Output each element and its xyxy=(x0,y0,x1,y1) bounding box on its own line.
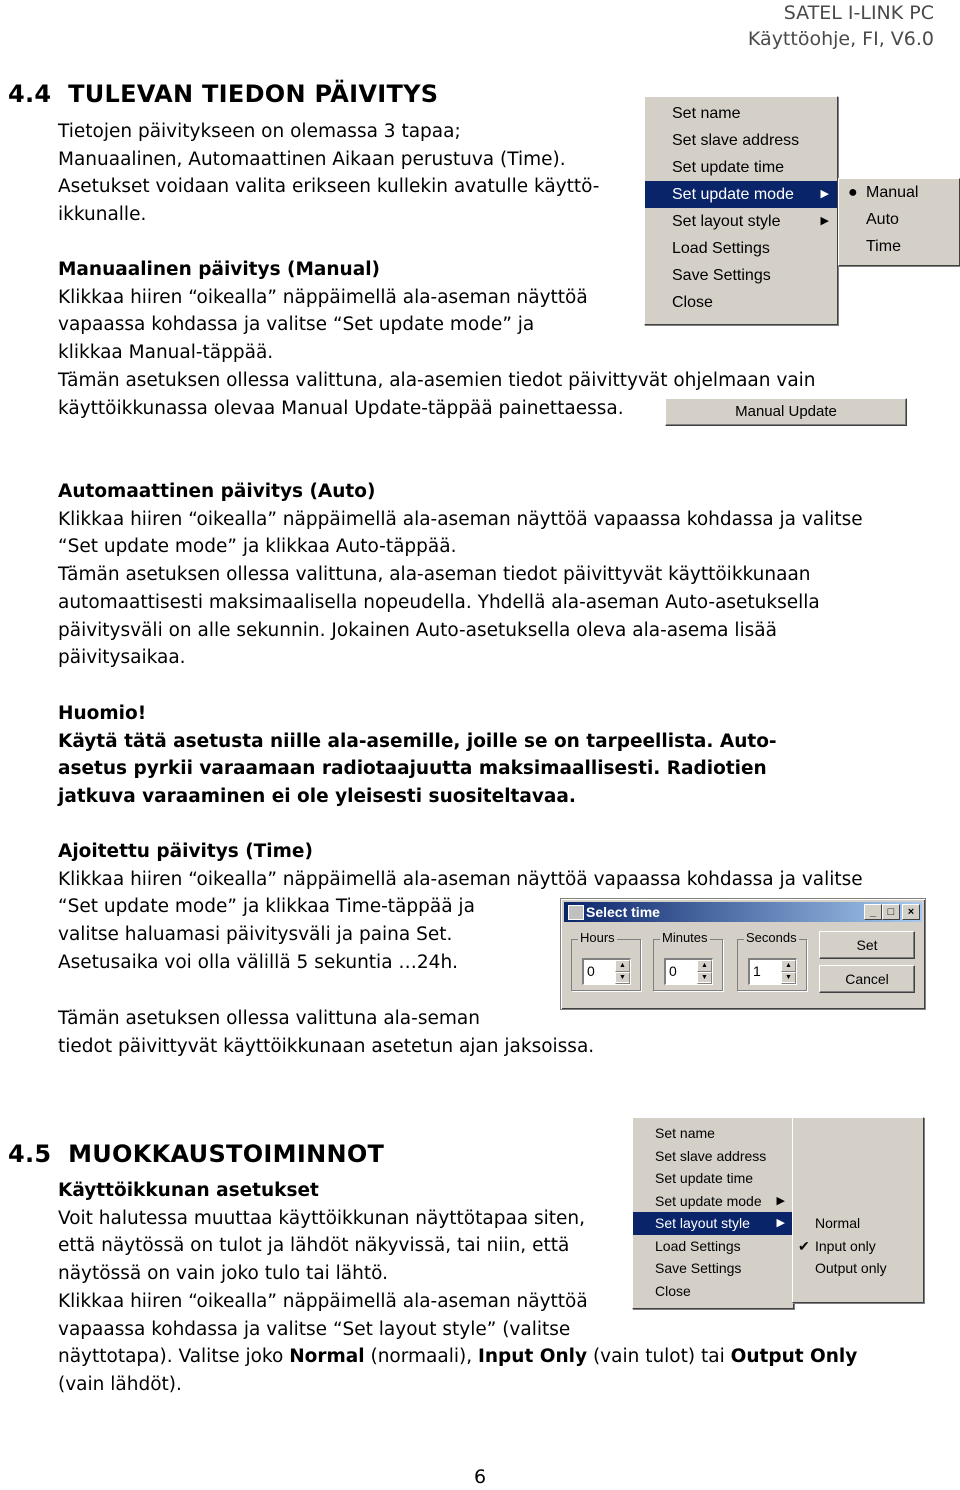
section-title: TULEVAN TIEDON PÄIVITYS xyxy=(68,80,439,108)
select-time-dialog xyxy=(560,898,926,1010)
minutes-value: 0 xyxy=(669,963,677,979)
menu-item-set-slave-address[interactable]: Set slave address xyxy=(672,132,800,149)
text-line: Tämän asetuksen ollessa valittuna ala-seman xyxy=(58,1008,480,1029)
text-line: asetus pyrkii varaamaan radiotaajuutta maksimaallisesti. Radiotien xyxy=(58,758,767,780)
dialog-title: Select time xyxy=(586,904,660,920)
text-line: Klikkaa hiiren “oikealla” näppäimellä ala-aseman näyttöä vapaassa kohdassa ja valitse xyxy=(58,868,863,890)
text-line: “Set update mode” ja klikkaa Auto-täppää. xyxy=(58,536,457,558)
menu-item-set-update-mode[interactable] xyxy=(633,1190,793,1213)
text-line: Käytä tätä asetusta niille ala-asemille, joille se on tarpeellista. Auto- xyxy=(58,730,777,752)
text-line: automaattisesti maksimaalisella nopeudella. Yhdellä ala-aseman Auto-asetuksella xyxy=(58,591,820,613)
header-product: SATEL I-LINK PC xyxy=(783,2,934,24)
text-line: vapaassa kohdassa ja valitse “Set layout style” (valitse xyxy=(58,1318,571,1340)
text-line: päivitysaikaa. xyxy=(58,647,186,669)
submenu-arrow-icon: ▶ xyxy=(776,1194,785,1207)
menu-item-label: Set layout style xyxy=(655,1215,750,1231)
seconds-spinner[interactable] xyxy=(748,958,797,985)
menu-item-set-layout-style[interactable] xyxy=(645,208,837,235)
note-heading: Huomio! xyxy=(58,703,147,724)
manual-update-button[interactable]: Manual Update xyxy=(665,398,907,426)
context-menu xyxy=(632,1117,794,1309)
minimize-icon[interactable]: _ xyxy=(864,904,882,920)
layout-subheading: Käyttöikkunan asetukset xyxy=(58,1180,319,1201)
text-line: ikkunalle. xyxy=(58,204,147,226)
text-line: tiedot päivittyvät käyttöikkunaan asetetun ajan jaksoissa. xyxy=(58,1035,595,1057)
menu-item-label: Set update mode xyxy=(655,1192,762,1209)
context-menu xyxy=(644,96,838,325)
option-normal: Normal xyxy=(289,1346,365,1368)
text-fragment: (vain tulot) tai xyxy=(587,1346,731,1368)
submenu-arrow-icon: ▶ xyxy=(776,1217,785,1229)
text-line: Klikkaa hiiren “oikealla” näppäimellä ala-aseman näyttöä vapaassa kohdassa ja valitse xyxy=(58,508,863,530)
set-button[interactable]: Set xyxy=(819,931,915,959)
submenu-item-output-only[interactable]: Output only xyxy=(815,1260,887,1276)
text-line: Asetusaika voi olla välillä 5 sekuntia …24h. xyxy=(58,951,459,973)
text-line: vapaassa kohdassa ja valitse “Set update mode” ja xyxy=(58,314,535,336)
header-manual: Käyttöohje, FI, V6.0 xyxy=(747,28,934,50)
submenu-item-manual[interactable] xyxy=(839,179,959,206)
section-number: 4.4 xyxy=(8,80,52,108)
minutes-group xyxy=(653,930,723,991)
dialog-titlebar xyxy=(564,902,922,922)
intro-paragraph xyxy=(58,118,600,229)
submenu-arrow-icon: ▶ xyxy=(820,188,829,200)
spin-down-icon[interactable]: ▼ xyxy=(615,972,630,984)
seconds-value: 1 xyxy=(753,963,761,979)
auto-paragraph xyxy=(58,478,863,672)
submenu-item-input-only[interactable] xyxy=(793,1235,923,1258)
text-line: klikkaa Manual-täppää. xyxy=(58,342,274,364)
text-line: että näytössä on tulot ja lähdöt näkyvissä, tai niin, että xyxy=(58,1235,570,1257)
seconds-group xyxy=(737,930,807,991)
section-44-heading xyxy=(8,80,438,108)
radio-bullet-icon: ● xyxy=(848,184,858,201)
text-line: valitse haluamasi päivitysväli ja paina Set. xyxy=(58,924,453,946)
spinner-arrows[interactable] xyxy=(781,960,796,982)
note-paragraph xyxy=(58,700,777,811)
option-output-only: Output Only xyxy=(730,1346,858,1368)
menu-item-set-slave-address[interactable]: Set slave address xyxy=(655,1147,767,1164)
menu-item-load-settings[interactable]: Load Settings xyxy=(655,1237,741,1254)
menu-item-close[interactable]: Close xyxy=(655,1282,691,1299)
spinner-arrows[interactable] xyxy=(697,960,712,982)
menu-item-save-settings[interactable]: Save Settings xyxy=(672,267,771,284)
text-line: Manuaalinen, Automaattinen Aikaan perustuva (Time). xyxy=(58,148,566,170)
text-line: käyttöikkunassa olevaa Manual Update-täppää painettaessa. xyxy=(58,397,624,419)
spin-down-icon[interactable]: ▼ xyxy=(781,972,796,984)
spin-down-icon[interactable]: ▼ xyxy=(697,972,712,984)
text-line: Voit halutessa muuttaa käyttöikkunan näyttötapaa siten, xyxy=(58,1207,586,1229)
maximize-icon[interactable]: □ xyxy=(882,904,900,920)
text-fragment: (normaali), xyxy=(364,1346,478,1368)
menu-item-label: Set update mode xyxy=(672,186,794,203)
menu-item-close[interactable]: Close xyxy=(672,294,713,311)
text-line: Klikkaa hiiren “oikealla” näppäimellä ala-aseman näyttöä xyxy=(58,286,588,308)
submenu-arrow-icon: ▶ xyxy=(820,215,829,227)
text-line: päivitysväli on alle sekunnin. Jokainen Auto-asetuksella oleva ala-asema lisää xyxy=(58,619,777,641)
text-fragment: näyttotapa). Valitse joko xyxy=(58,1346,290,1368)
menu-item-set-name[interactable]: Set name xyxy=(672,105,741,122)
menu-item-set-update-time[interactable]: Set update time xyxy=(672,159,785,176)
menu-item-set-name[interactable]: Set name xyxy=(655,1125,715,1141)
menu-item-set-update-time[interactable]: Set update time xyxy=(655,1170,754,1186)
text-line: Klikkaa hiiren “oikealla” näppäimellä ala-aseman näyttöä xyxy=(58,1290,588,1312)
section-title: MUOKKAUSTOIMINNOT xyxy=(68,1140,385,1168)
spin-up-icon[interactable]: ▲ xyxy=(615,960,630,972)
auto-heading: Automaattinen päivitys (Auto) xyxy=(58,481,376,502)
text-line: Tietojen päivitykseen on olemassa 3 tapaa; xyxy=(58,121,461,142)
text-line: “Set update mode” ja klikkaa Time-täppää ja xyxy=(58,896,475,918)
text-line: (vain lähdöt). xyxy=(58,1373,182,1395)
section-45-heading xyxy=(8,1140,384,1168)
hours-label: Hours xyxy=(580,930,615,945)
submenu-item-time[interactable]: Time xyxy=(866,238,901,255)
submenu-label: Input only xyxy=(815,1237,876,1254)
menu-item-load-settings[interactable]: Load Settings xyxy=(672,240,770,257)
close-icon[interactable]: × xyxy=(902,904,920,920)
submenu-label: Manual xyxy=(866,184,919,201)
option-input-only: Input Only xyxy=(478,1346,588,1368)
hours-spinner[interactable] xyxy=(582,958,631,985)
submenu-update-mode xyxy=(838,178,960,266)
text-line: jatkuva varaaminen ei ole yleisesti suositeltavaa. xyxy=(58,786,576,808)
menu-item-set-update-mode[interactable] xyxy=(645,181,837,208)
time-heading: Ajoitettu päivitys (Time) xyxy=(58,841,313,862)
text-line: näytössä on vain joko tulo tai lähtö. xyxy=(58,1263,389,1285)
submenu-item-normal[interactable]: Normal xyxy=(815,1215,861,1231)
menu-item-set-layout-style[interactable] xyxy=(633,1212,793,1235)
spin-up-icon[interactable]: ▲ xyxy=(697,960,712,972)
text-line: Tämän asetuksen ollessa valittuna, ala-aseman tiedot päivittyvät käyttöikkunaan xyxy=(58,564,811,586)
window-icon xyxy=(568,905,584,920)
menu-item-save-settings[interactable]: Save Settings xyxy=(655,1260,742,1276)
checkmark-icon: ✔ xyxy=(798,1237,810,1254)
submenu-item-auto[interactable]: Auto xyxy=(866,211,899,228)
spinner-arrows[interactable] xyxy=(615,960,630,982)
menu-item-label: Set layout style xyxy=(672,213,781,230)
seconds-label: Seconds xyxy=(746,930,797,945)
manual-heading: Manuaalinen päivitys (Manual) xyxy=(58,259,381,280)
page-number: 6 xyxy=(473,1466,487,1488)
hours-value: 0 xyxy=(587,963,595,979)
submenu-layout-style xyxy=(792,1117,924,1303)
section-number: 4.5 xyxy=(8,1140,52,1168)
page-header xyxy=(748,0,934,52)
text-line: Tämän asetuksen ollessa valittuna, ala-asemien tiedot päivittyvät ohjelmaan vain xyxy=(58,369,816,391)
text-line: Asetukset voidaan valita erikseen kullekin avatulle käyttö- xyxy=(58,176,600,198)
layout-options-line xyxy=(58,1343,857,1371)
minutes-spinner[interactable] xyxy=(664,958,713,985)
spin-up-icon[interactable]: ▲ xyxy=(781,960,796,972)
cancel-button[interactable]: Cancel xyxy=(819,965,915,993)
hours-group xyxy=(571,930,641,991)
time-paragraph-2 xyxy=(58,1005,594,1060)
minutes-label: Minutes xyxy=(662,930,708,945)
